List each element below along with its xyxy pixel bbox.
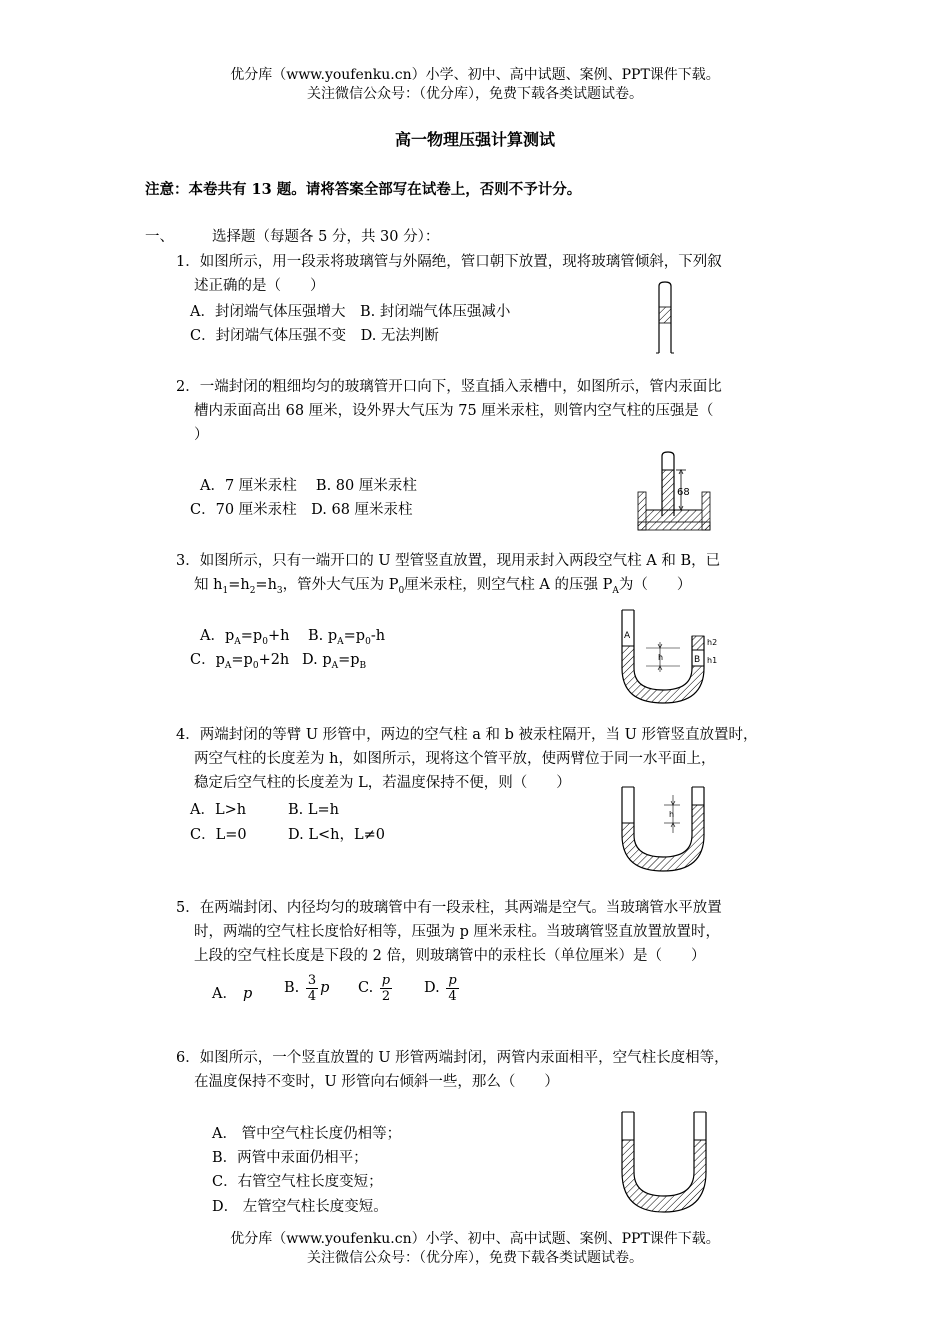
- q5-option-c: [358, 973, 394, 1004]
- q5-opt-label: A．: [212, 986, 237, 1002]
- q3-opt-text: =p: [338, 652, 360, 668]
- q5-frac-num: 3: [307, 973, 317, 988]
- q2-line-3: ）: [194, 427, 209, 443]
- header-line-1: 优分库（www.youfenku.cn）小学、初中、高中试题、案例、PPT课件下载。: [230, 67, 720, 83]
- q3-fig-label-A: A: [624, 631, 631, 641]
- q3-text: 知 h: [194, 577, 223, 593]
- q3-opt-text: +h: [267, 628, 290, 644]
- q5-fraction: [306, 973, 318, 1004]
- q3-fig-label-h2: h2: [707, 638, 718, 647]
- q3-line-1: 3．如图所示，只有一端开口的 U 型管竖直放置，现用汞封入两段空气柱 A 和 B，已: [176, 553, 721, 569]
- q2-line-2: 槽内汞面高出 68 厘米，设外界大气压为 75 厘米汞柱，则管内空气柱的压强是（: [194, 403, 714, 419]
- q2-line-1: 2．一端封闭的粗细均匀的玻璃管开口向下，竖直插入汞槽中，如图所示，管内汞面比: [176, 379, 722, 395]
- q2-options-ab: A．7 厘米汞柱 B. 80 厘米汞柱: [200, 478, 417, 494]
- q3-text: =h: [255, 577, 277, 593]
- q3-sub: 0: [365, 636, 371, 647]
- page-header: [0, 66, 950, 104]
- q4-line-3: 稳定后空气柱的长度差为 L，若温度保持不便，则（ ）: [194, 775, 571, 791]
- q3-sub: 3: [276, 585, 283, 596]
- q3-opt-text: B. p: [308, 628, 338, 644]
- q3-option-c: [190, 648, 289, 678]
- q5-opt-label: D.: [424, 980, 440, 996]
- q3-opt-text: =p: [343, 628, 366, 644]
- q5-option-d: [424, 973, 461, 1004]
- q1-line-1: 1．如图所示，用一段汞将玻璃管与外隔绝，管口朝下放置，现将玻璃管倾斜，下列叙: [176, 254, 722, 270]
- q5-opt-value: p: [242, 986, 253, 1002]
- q3-sub: A: [234, 636, 241, 647]
- q3-text: =h: [228, 577, 250, 593]
- q3-sub: A: [224, 660, 232, 671]
- q2-options-cd: C．70 厘米汞柱 D. 68 厘米汞柱: [190, 502, 413, 518]
- q5-option-b: [284, 973, 329, 1004]
- section-number: 一、: [145, 229, 174, 245]
- q1-options-ab: A．封闭端气体压强增大 B. 封闭端气体压强减小: [190, 304, 511, 320]
- q3-sub: 0: [398, 585, 405, 596]
- q5-opt-value: p: [320, 980, 330, 996]
- q3-sub: A: [331, 660, 339, 671]
- q3-opt-text: =p: [240, 628, 263, 644]
- q3-text: ，管外大气压为 P: [282, 577, 399, 593]
- q3-opt-text: C．p: [190, 652, 225, 668]
- q3-sub: B: [359, 660, 367, 671]
- footer-line-2: 关注微信公众号：（优分库），免费下载各类试题试卷。: [307, 1250, 643, 1266]
- q2-mercury-trough-figure: [636, 450, 716, 532]
- q5-line-1: 5．在两端封闭、内径均匀的玻璃管中有一段汞柱，其两端是空气。当玻璃管水平放置: [176, 900, 722, 916]
- q6-u-tube-figure: [618, 1110, 718, 1215]
- exam-notice: 注意：本卷共有 13 题。请将答案全部写在试卷上，否则不予计分。: [145, 181, 582, 198]
- q3-opt-text: -h: [370, 628, 386, 644]
- header-line-2: 关注微信公众号：（优分库），免费下载各类试题试卷。: [307, 86, 643, 102]
- q6-option-a: A． 管中空气柱长度仍相等；: [212, 1126, 402, 1142]
- q6-option-d: D． 左管空气柱长度变短。: [212, 1199, 388, 1215]
- q3-opt-text: A．p: [200, 628, 235, 644]
- q3-option-d: [302, 648, 366, 678]
- q4-option-b: B. L=h: [288, 802, 339, 818]
- q5-frac-num: p: [381, 973, 391, 988]
- q6-line-1: 6．如图所示，一个竖直放置的 U 形管两端封闭，两管内汞面相平，空气柱长度相等，: [176, 1050, 729, 1066]
- q3-sub: 0: [252, 660, 259, 671]
- q5-fraction: [380, 973, 392, 1004]
- q4-u-tube-figure: [618, 785, 718, 875]
- q5-opt-label: B.: [284, 980, 300, 996]
- q3-sub: 1: [222, 585, 229, 596]
- q3-sub: 2: [249, 585, 256, 596]
- q3-line-2: [194, 573, 691, 603]
- page-title: 高一物理压强计算测试: [394, 130, 555, 149]
- q3-fig-label-h: h: [658, 653, 664, 662]
- q3-opt-text: =p: [231, 652, 253, 668]
- q5-fraction: [446, 973, 458, 1004]
- q1-line-2: 述正确的是（ ）: [194, 278, 325, 294]
- q3-fig-label-h1: h1: [707, 656, 718, 665]
- q1-tube-figure: [650, 280, 680, 355]
- q6-line-2: 在温度保持不变时，U 形管向右倾斜一些，那么（ ）: [194, 1074, 559, 1090]
- q3-sub: A: [337, 636, 344, 647]
- q5-frac-num: p: [448, 973, 457, 988]
- q5-opt-label: C.: [358, 980, 374, 996]
- q3-sub: 0: [262, 636, 268, 647]
- q3-opt-text: D. p: [302, 652, 332, 668]
- q5-frac-den: 4: [448, 989, 457, 1004]
- page-footer: [0, 1230, 950, 1268]
- q4-option-a: A．L>h: [190, 802, 247, 818]
- section-label: 选择题（每题各 5 分，共 30 分）：: [212, 229, 440, 245]
- q4-line-1: 4．两端封闭的等臂 U 形管中，两边的空气柱 a 和 b 被汞柱隔开，当 U 形管竖直放置时，: [176, 727, 758, 743]
- footer-line-1: 优分库（www.youfenku.cn）小学、初中、高中试题、案例、PPT课件下载。: [230, 1231, 720, 1247]
- q5-frac-den: 2: [381, 989, 391, 1004]
- q3-text: 为（ ）: [618, 577, 692, 593]
- q3-opt-text: +2h: [258, 652, 290, 668]
- q5-line-2: 时，两端的空气柱长度恰好相等，压强为 p 厘米汞柱。当玻璃管竖直放置放置时，: [194, 924, 720, 940]
- q3-fig-label-B: B: [694, 655, 701, 665]
- q5-option-a: [212, 982, 252, 1006]
- q4-line-2: 两空气柱的长度差为 h，如图所示，现将这个管平放，使两臂位于同一水平面上，: [194, 751, 716, 767]
- q3-text: 厘米汞柱，则空气柱 A 的压强 P: [404, 577, 613, 593]
- q5-line-3: 上段的空气柱长度是下段的 2 倍，则玻璃管中的汞柱长（单位厘米）是（ ）: [194, 948, 706, 964]
- q1-options-cd: C．封闭端气体压强不变 D. 无法判断: [190, 328, 439, 344]
- q3-u-tube-figure: [618, 608, 728, 708]
- q3-sub: A: [612, 585, 619, 596]
- q4-option-c: C．L=0: [190, 827, 247, 843]
- q6-option-b: B．两管中汞面仍相平；: [212, 1150, 368, 1166]
- q4-fig-label-h: h: [669, 810, 675, 819]
- q5-frac-den: 4: [307, 989, 317, 1004]
- q2-fig-label-68: 68: [677, 487, 690, 498]
- q4-option-d: D. L<h，L≠0: [288, 827, 385, 843]
- q6-option-c: C．右管空气柱长度变短；: [212, 1174, 383, 1190]
